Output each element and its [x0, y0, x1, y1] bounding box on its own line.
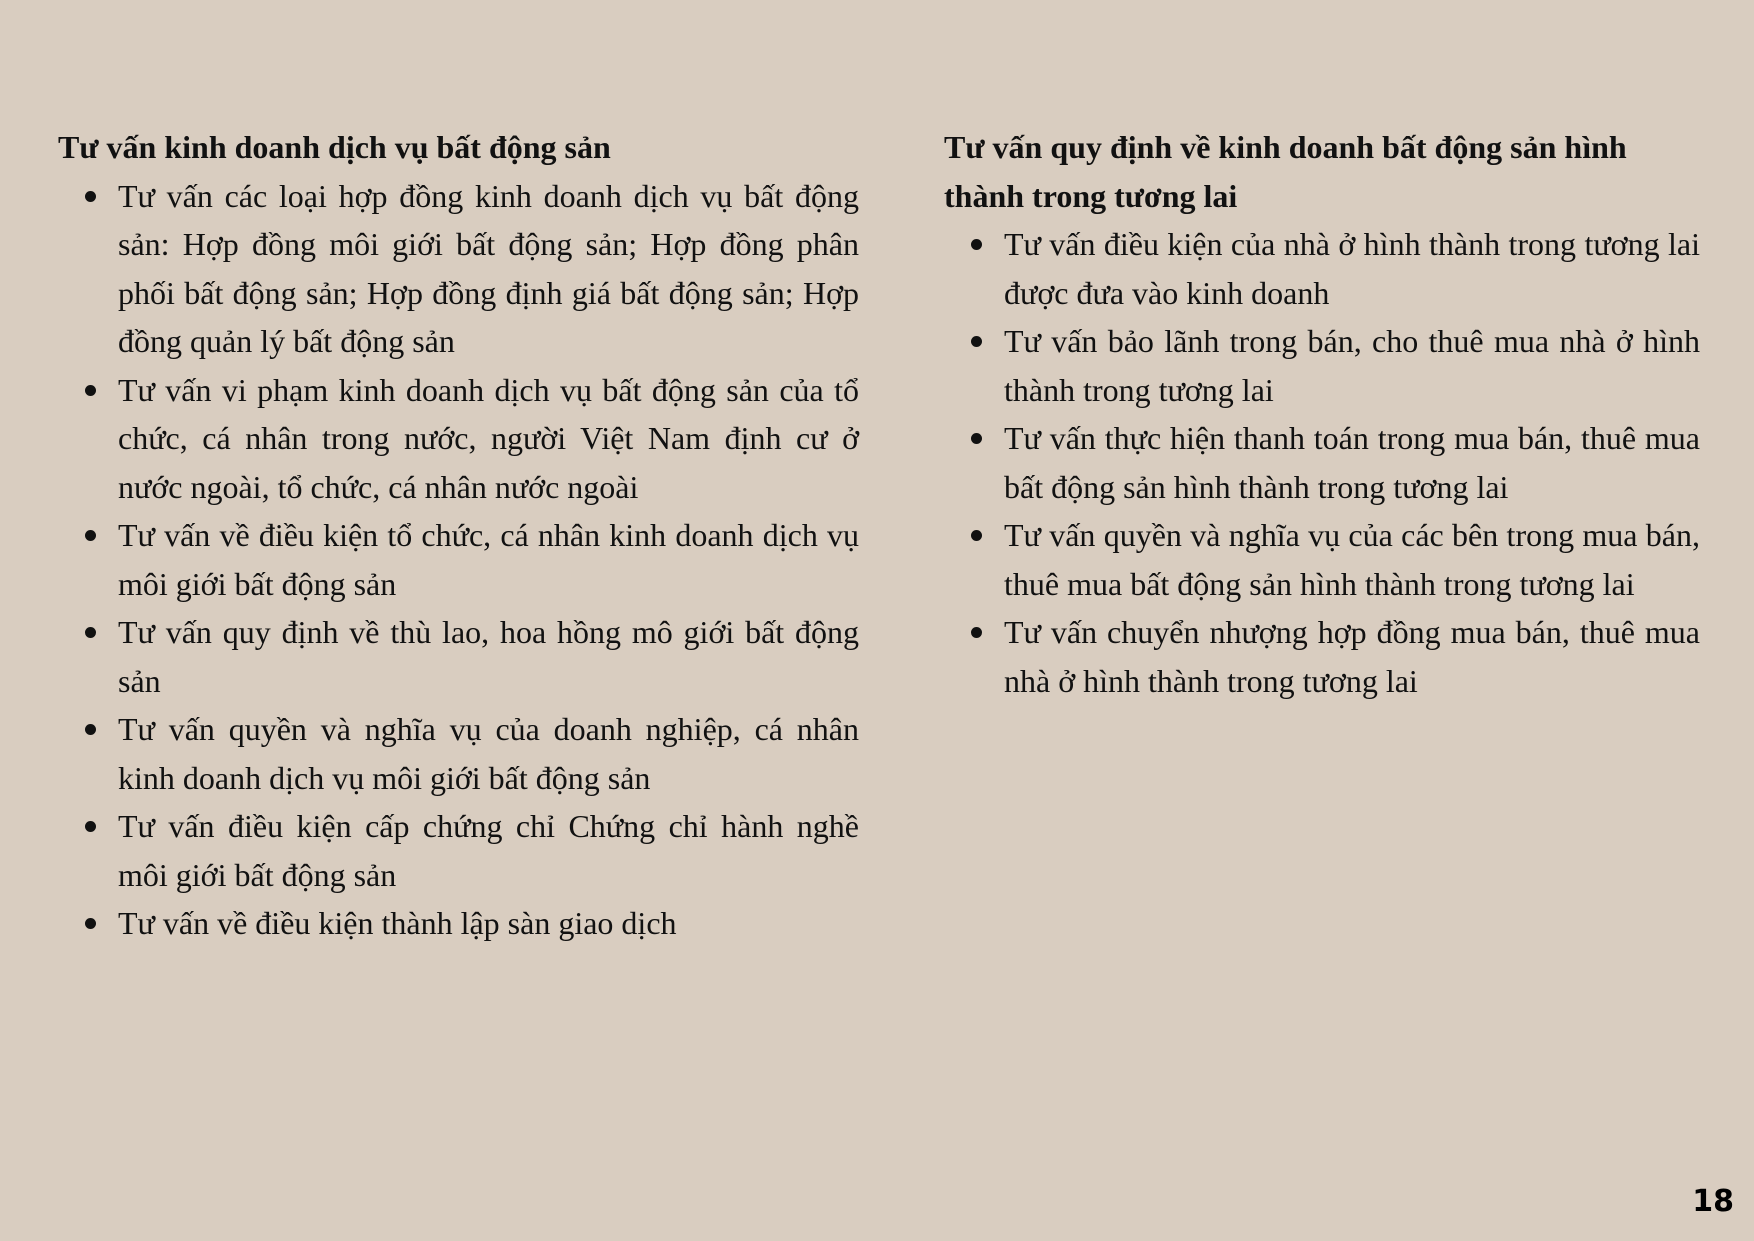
left-section	[58, 123, 859, 948]
list-item-text: Tư vấn bảo lãnh trong bán, cho thuê mua nhà ở hình thành trong tương lai	[1004, 323, 1700, 408]
bullet-icon	[971, 433, 982, 444]
list-item-text: Tư vấn quyền và nghĩa vụ của các bên trong mua bán, thuê mua bất động sản hình thành trong tương lai	[1004, 517, 1700, 602]
list-item-text: Tư vấn quy định về thù lao, hoa hồng mô giới bất động sản	[118, 614, 859, 699]
list-item	[58, 366, 859, 512]
bullet-icon	[85, 918, 96, 929]
bullet-icon	[971, 239, 982, 250]
list-item	[58, 802, 859, 899]
right-section	[944, 123, 1700, 705]
right-bullet-list	[944, 220, 1700, 705]
list-item-text: Tư vấn vi phạm kinh doanh dịch vụ bất động sản của tổ chức, cá nhân trong nước, người Việt Nam định cư ở nước ngoài, tổ chức, cá nhân nước ngoài	[118, 371, 859, 505]
list-item	[944, 608, 1700, 705]
bullet-icon	[971, 530, 982, 541]
bullet-icon	[971, 336, 982, 347]
bullet-icon	[85, 191, 96, 202]
list-item	[58, 172, 859, 366]
left-section-title: Tư vấn kinh doanh dịch vụ bất động sản	[58, 129, 611, 165]
page-number: 18	[1692, 1184, 1734, 1219]
list-item-text: Tư vấn điều kiện của nhà ở hình thành trong tương lai được đưa vào kinh doanh	[1004, 226, 1700, 311]
list-item	[58, 899, 859, 948]
list-item-text: Tư vấn các loại hợp đồng kinh doanh dịch vụ bất động sản: Hợp đồng môi giới bất động sản; Hợp đồng phân phối bất động sản; Hợp đồng định giá bất động sản; Hợp đồng quản lý bất động sản	[118, 177, 859, 359]
list-item-text: Tư vấn về điều kiện thành lập sàn giao dịch	[118, 905, 677, 941]
list-item-text: Tư vấn quyền và nghĩa vụ của doanh nghiệp, cá nhân kinh doanh dịch vụ môi giới bất động sản	[118, 711, 859, 796]
list-item-text: Tư vấn về điều kiện tổ chức, cá nhân kinh doanh dịch vụ môi giới bất động sản	[118, 517, 859, 602]
bullet-icon	[85, 385, 96, 396]
list-item	[58, 705, 859, 802]
list-item	[58, 511, 859, 608]
list-item-text: Tư vấn thực hiện thanh toán trong mua bán, thuê mua bất động sản hình thành trong tương lai	[1004, 420, 1700, 505]
list-item	[58, 608, 859, 705]
bullet-icon	[85, 821, 96, 832]
bullet-icon	[85, 724, 96, 735]
list-item	[944, 317, 1700, 414]
list-item	[944, 511, 1700, 608]
list-item	[944, 414, 1700, 511]
right-section-title: Tư vấn quy định về kinh doanh bất động sản hình thành trong tương lai	[944, 129, 1627, 214]
bullet-icon	[85, 530, 96, 541]
list-item	[944, 220, 1700, 317]
bullet-icon	[85, 627, 96, 638]
left-bullet-list	[58, 172, 859, 948]
bullet-icon	[971, 627, 982, 638]
list-item-text: Tư vấn điều kiện cấp chứng chỉ Chứng chỉ hành nghề môi giới bất động sản	[118, 808, 859, 893]
list-item-text: Tư vấn chuyển nhượng hợp đồng mua bán, thuê mua nhà ở hình thành trong tương lai	[1004, 614, 1700, 699]
